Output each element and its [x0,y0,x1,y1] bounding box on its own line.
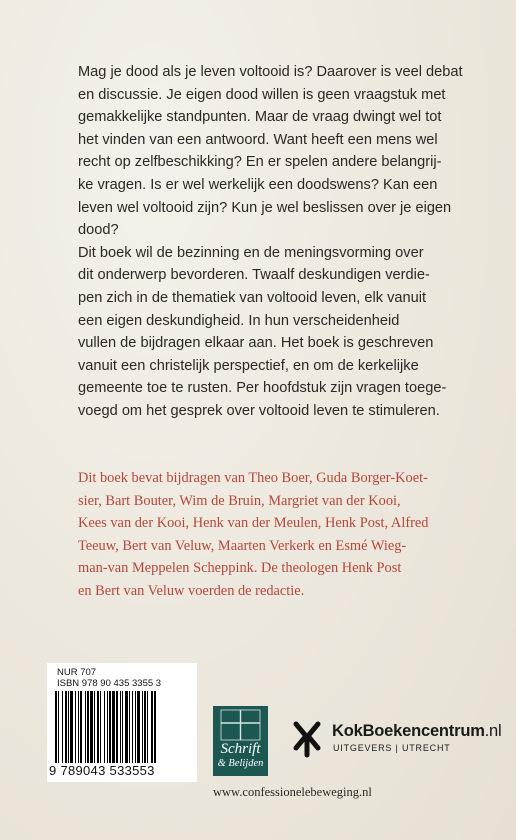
barcode-bar [65,691,67,763]
barcode-bar [142,691,143,763]
barcode-bar [62,691,63,763]
blurb-line: Dit boek wil de bezinning en de meningsvorming over [78,244,424,261]
barcode-digits: 9 789043 533553 [49,763,155,778]
barcode-bar [122,691,123,763]
nur-code: NUR 707 [57,667,97,678]
barcode-bar [107,691,108,763]
barcode-panel [47,663,197,782]
schrift-label: Schrift [220,741,261,757]
blurb-line: ke vragen. Is er wel werkelijk een doodswens? Kan een [78,176,438,193]
barcode-bar [112,691,115,763]
barcode-bar [68,691,69,763]
website-url: www.confessionelebeweging.nl [213,785,372,799]
barcode-bar [135,691,136,763]
barcode-bar [90,691,93,763]
barcode-bar [109,691,111,763]
barcode-bar [132,691,133,763]
barcode-bar [85,691,86,763]
blurb-line: Mag je dood als je leven voltooid is? Daarover is veel debat [78,64,463,80]
barcode-bar [137,691,140,763]
barcode-bar [97,691,99,763]
kok-name-suffix: .nl [484,722,502,740]
contributors-line: Kees van der Kooi, Henk van der Meulen, Henk Post, Alfred [78,515,429,532]
blurb-line: dit onderwerp bevorderen. Twaalf deskundigen verdie- [78,267,430,284]
blurb-text [78,61,488,423]
barcode-bar [104,691,105,763]
barcode-bar [78,691,79,763]
blurb-line: vanuit een christelijk perspectief, en om de kerkelijke [78,357,419,374]
barcode-bar [70,691,73,763]
barcode-bar [129,691,130,763]
blurb-line: vullen de bijdragen elkaar aan. Het boek is geschreven [78,335,434,352]
barcode-bar [151,691,153,763]
blurb-line: pen zich in de thematiek van voltooid leven, elk vanuit [78,289,427,306]
kokboekencentrum-logo [290,717,510,763]
barcode-bar [94,691,95,763]
barcode-bar [154,691,156,763]
blurb-line: leven wel voltooid zijn? Kun je wel beslissen over je eigen [78,199,452,216]
blurb-line: en discussie. Je eigen dood willen is geen vraagstuk met [78,86,446,103]
contributors-line: en Bert van Veluw voerden de redactie. [78,582,305,599]
barcode-bar [125,691,128,763]
contributors-text [78,467,488,603]
blurb-line: gemeente toe te rusten. Per hoofdstuk zijn vragen toege- [78,380,447,397]
contributors-line: Teeuw, Bert van Veluw, Maarten Verkerk en Esmé Wieg- [78,537,407,554]
barcode-meta [57,667,161,689]
blurb-line: gemakkelijke standpunten. Maar de vraag dwingt wel tot [78,109,442,126]
barcode-bar [144,691,146,763]
barcode-bar [120,691,121,763]
kok-logo-icon [290,720,324,758]
schrift-belijden-logo [213,706,268,776]
blurb-line: een eigen deskundigheid. In hun verscheidenheid [78,312,400,329]
barcode-icon [55,691,189,763]
blurb-line: het vinden van een antwoord. Want heeft een mens wel [78,131,438,148]
barcode-bar [55,691,57,763]
barcode-bar [100,691,101,763]
blurb-line: voegd om het gesprek over voltooid leven te stimuleren. [78,402,440,419]
barcode-bar [87,691,89,763]
belijden-label: & Belijden [217,758,264,769]
barcode-bar [80,691,82,763]
barcode-bar [75,691,76,763]
contributors-line: sier, Bart Bouter, Wim de Bruin, Margriet van der Kooi, [78,492,401,509]
contributors-line: man-van Meppelen Scheppink. De theologen Henk Post [78,560,402,577]
blurb-line: dood? [78,222,119,239]
kok-subtitle: UITGEVERS | UTRECHT [333,743,451,753]
isbn-number: ISBN 978 90 435 3355 3 [57,678,162,689]
barcode-bar [147,691,148,763]
kok-name-bold: KokBoekencentrum [332,722,485,740]
barcode-bar [116,691,118,763]
contributors-line: Dit boek bevat bijdragen van Theo Boer, Guda Borger-Koet- [78,470,428,486]
blurb-line: recht op zelfbeschikking? En er spelen andere belangrij- [78,154,442,171]
barcode-bar [58,691,59,763]
kok-name [332,722,502,741]
